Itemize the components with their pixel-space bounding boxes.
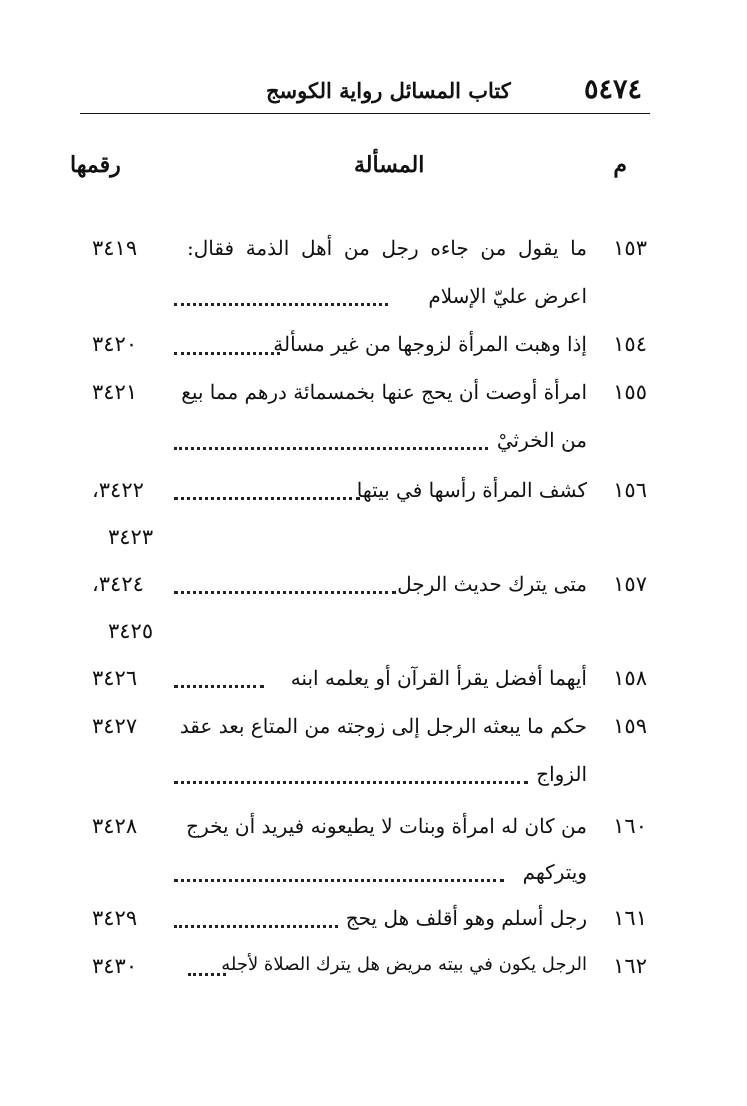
entry-number: ١٥٨ <box>613 666 647 690</box>
entry-text-line: الرجل يكون في بيته مريض هل يترك الصلاة لأجله <box>221 954 587 975</box>
entry-text-line: حكم ما يبعثه الرجل إلى زوجته من المتاع بعد عقد <box>179 714 587 738</box>
entry-reference: ٣٤٢٦ <box>92 666 138 690</box>
entry-reference: ٣٤٣٠ <box>92 954 138 978</box>
entry-number: ١٥٣ <box>613 236 647 260</box>
entry-text-line: ويتركهم <box>522 860 587 884</box>
entry-reference: ٣٤٢٣ <box>108 525 154 549</box>
entry-text-line: الزواج <box>536 762 587 786</box>
page-number: ٥٤٧٤ <box>583 74 642 105</box>
leader-dots <box>174 591 396 594</box>
entry-reference: ٣٤٢٢، <box>92 478 144 502</box>
leader-dots <box>188 973 226 976</box>
entry-number: ١٦٠ <box>613 814 647 838</box>
leader-dots <box>174 447 488 450</box>
entry-text-line: من الخرثيْ <box>496 428 587 452</box>
leader-dots <box>174 781 528 784</box>
entry-text-line: متى يترك حديث الرجل <box>397 572 587 596</box>
entry-text-line: أيهما أفضل يقرأ القرآن أو يعلمه ابنه <box>290 666 587 690</box>
entry-number: ١٥٤ <box>613 332 647 356</box>
leader-dots <box>174 925 338 928</box>
header-rule <box>80 113 650 114</box>
entry-number: ١٥٦ <box>613 478 647 502</box>
entry-text-line: اعرض عليّ الإسلام <box>428 284 587 308</box>
entry-number: ١٥٥ <box>613 380 647 404</box>
entry-reference: ٣٤٢٨ <box>92 814 138 838</box>
column-heading-issue: المسألة <box>354 152 425 178</box>
column-heading-number: م <box>613 152 627 178</box>
entry-reference: ٣٤٢٩ <box>92 906 138 930</box>
entry-reference: ٣٤٢٤، <box>92 572 144 596</box>
entry-reference: ٣٤٢١ <box>92 380 138 404</box>
entry-text-line: إذا وهبت المرأة لزوجها من غير مسألة <box>273 332 587 356</box>
book-title: كتاب المسائل رواية الكوسج <box>266 78 511 103</box>
leader-dots <box>174 303 388 306</box>
entry-reference: ٣٤١٩ <box>92 236 138 260</box>
entry-reference: ٣٤٢٠ <box>92 332 138 356</box>
leader-dots <box>174 352 280 355</box>
entry-number: ١٦٢ <box>613 954 647 978</box>
leader-dots <box>174 685 264 688</box>
entry-text-line: من كان له امرأة وبنات لا يطيعونه فيريد أن يخرج <box>186 814 587 838</box>
column-heading-reference: رقمها <box>70 152 121 178</box>
leader-dots <box>174 879 504 882</box>
entry-number: ١٥٩ <box>613 714 647 738</box>
running-header <box>80 74 650 114</box>
entry-number: ١٥٧ <box>613 572 647 596</box>
entry-text-line: امرأة أوصت أن يحج عنها بخمسمائة درهم مما بيع <box>181 380 587 404</box>
entry-reference: ٣٤٢٧ <box>92 714 138 738</box>
leader-dots <box>174 497 360 500</box>
entry-number: ١٦١ <box>613 906 647 930</box>
entry-text-line: ما يقول من جاءه رجل من أهل الذمة فقال: <box>187 236 587 260</box>
entry-text-line: كشف المرأة رأسها في بيتها <box>356 478 587 502</box>
entry-text-line: رجل أسلم وهو أقلف هل يحج <box>345 906 587 930</box>
entry-reference: ٣٤٢٥ <box>108 619 154 643</box>
